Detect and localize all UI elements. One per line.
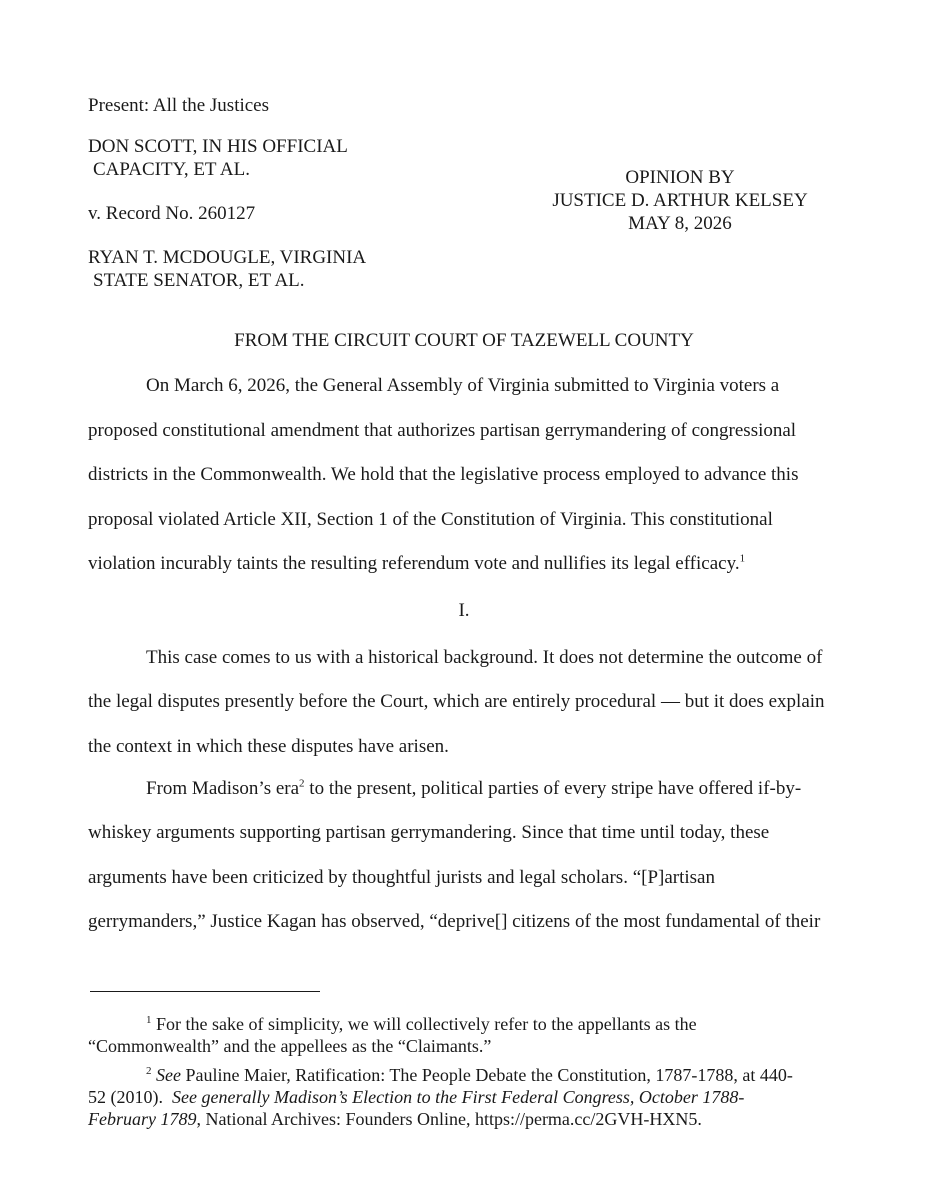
appellant-capacity: CAPACITY, ET AL. — [93, 159, 250, 180]
para2-line-3: arguments have been criticized by thoughtful jurists and legal scholars. “[P]artisan — [88, 867, 715, 888]
footnote-2-line-1 — [146, 1064, 793, 1086]
para1-line-2: the legal disputes presently before the Court, which are entirely procedural — but it does explain — [88, 691, 825, 712]
footnote-2-text-3[interactable]: , National Archives: Founders Online, https://perma.cc/2GVH-HXN5. — [196, 1109, 702, 1129]
intro-line-3: districts in the Commonwealth. We hold that the legislative process employed to advance this — [88, 464, 799, 485]
para2-line-2: whiskey arguments supporting partisan gerrymandering. Since that time until today, these — [88, 822, 770, 843]
intro-line-2: proposed constitutional amendment that authorizes partisan gerrymandering of congressional — [88, 420, 797, 441]
appellee-capacity: STATE SENATOR, ET AL. — [93, 270, 305, 291]
para2-line-1 — [146, 777, 801, 801]
footnote-2-number: 2 — [146, 1065, 152, 1077]
footnote-2-italic-3: February 1789 — [88, 1109, 197, 1129]
appellee-name: RYAN T. MCDOUGLE, VIRGINIA — [88, 247, 367, 268]
para2-line-4: gerrymanders,” Justice Kagan has observed, “deprive[] citizens of the most fundamental of their — [88, 911, 821, 932]
footnote-ref-1[interactable]: 1 — [739, 552, 746, 565]
record-number: v. Record No. 260127 — [88, 203, 256, 224]
footnote-1-line-2: “Commonwealth” and the appellees as the “Claimants.” — [88, 1036, 492, 1056]
para2-line-1-a: From Madison’s era — [146, 778, 300, 799]
footnote-ref-2[interactable]: 2 — [299, 777, 305, 790]
intro-line-4: proposal violated Article XII, Section 1 of the Constitution of Virginia. This constitutional — [88, 509, 773, 530]
para2-line-1-b: to the present, political parties of every stripe have offered if-by- — [304, 778, 802, 799]
footnote-2-text-1: Pauline Maier, Ratification: The People Debate the Constitution, 1787-1788, at 440- — [180, 1065, 793, 1085]
footnote-1-text-1: For the sake of simplicity, we will collectively refer to the appellants as the — [151, 1014, 697, 1034]
footnote-2-italic-2: See generally Madison’s Election to the First Federal Congress, October 1788- — [172, 1087, 745, 1107]
footnote-2-line-3 — [88, 1108, 702, 1130]
intro-line-5 — [88, 552, 745, 576]
footnote-2-line-2 — [88, 1086, 744, 1108]
para1-line-3: the context in which these disputes have arisen. — [88, 736, 449, 757]
footnote-1-number: 1 — [146, 1014, 152, 1026]
appellant-name: DON SCOTT, IN HIS OFFICIAL — [88, 136, 348, 157]
section-heading: I. — [458, 600, 470, 621]
opinion-by: OPINION BY — [625, 167, 735, 188]
present-line: Present: All the Justices — [88, 95, 270, 116]
footnote-1-line-1 — [146, 1013, 697, 1035]
footnote-separator — [90, 991, 320, 992]
court-heading: FROM THE CIRCUIT COURT OF TAZEWELL COUNTY — [234, 330, 694, 351]
para1-line-1: This case comes to us with a historical background. It does not determine the outcome of — [146, 647, 823, 668]
footnote-2-signal: See — [156, 1065, 181, 1085]
opinion-author: JUSTICE D. ARTHUR KELSEY — [552, 190, 808, 211]
intro-line-1: On March 6, 2026, the General Assembly of Virginia submitted to Virginia voters a — [146, 375, 780, 396]
intro-line-5-text: violation incurably taints the resulting referendum vote and nullifies its legal efficacy. — [88, 553, 740, 574]
footnote-2-text-2: 52 (2010). — [88, 1087, 172, 1107]
opinion-date: MAY 8, 2026 — [628, 213, 732, 234]
